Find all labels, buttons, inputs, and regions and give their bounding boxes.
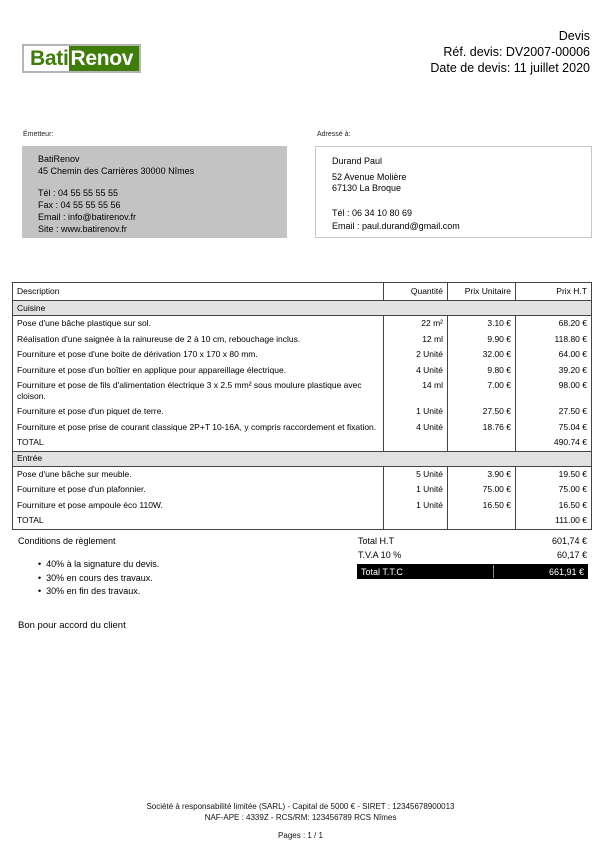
sender-label: Émetteur: [23, 131, 54, 138]
col-header-quantity: Quantité [384, 283, 448, 301]
recipient-tel: Tél : 06 34 10 80 69 [332, 207, 413, 218]
unit-price-cell: 27.50 € [448, 404, 516, 420]
total-cell: 75.00 € [516, 482, 592, 498]
desc-cell: Fourniture et pose d'un boîtier en applique pour appareillage électrique. [17, 364, 287, 375]
recipient-address1: 52 Avenue Molière [332, 171, 407, 182]
approval-note: Bon pour accord du client [18, 620, 126, 631]
payment-terms-list [18, 558, 159, 599]
unit-price-cell: 7.00 € [448, 378, 516, 404]
ttc-bar-divider [493, 565, 494, 578]
total-ht-row [357, 535, 588, 549]
items-table [12, 282, 592, 530]
total-cell: 490.74 € [516, 435, 592, 451]
item-row [13, 466, 592, 482]
qty-cell: 1 Unité [384, 498, 448, 514]
section-row [13, 451, 592, 466]
section-row [13, 301, 592, 316]
items-table-body [13, 301, 592, 530]
desc-cell: TOTAL [17, 515, 44, 525]
item-row [13, 316, 592, 332]
payment-term-text: 30% en cours des travaux. [46, 572, 153, 583]
total-cell: 68.20 € [516, 316, 592, 332]
qty-cell: 12 ml [384, 332, 448, 348]
col-header-description: Description [13, 283, 384, 301]
qty-cell: 22 m² [384, 316, 448, 332]
payment-term-text: 40% à la signature du devis. [46, 559, 160, 569]
payment-term-text: 30% en fin des travaux. [46, 586, 141, 596]
subtotal-row [13, 513, 592, 529]
qty-cell: 4 Unité [384, 420, 448, 436]
desc-cell: Fourniture et pose de fils d'alimentation électrique 3 x 2.5 mm² sous moulure plastique avec cloison. [17, 380, 362, 401]
legal-footer-line1: Société à responsabilité limitée (SARL) - Capital de 5000 € - SIRET : 12345678900013 [146, 802, 455, 811]
recipient-email: Email : paul.durand@gmail.com [332, 220, 460, 231]
total-ttc-label: Total T.T.C [361, 566, 403, 577]
sender-name: BatiRenov [38, 154, 80, 164]
document-reference: Réf. devis: DV2007-00006 [443, 45, 590, 59]
tva-label: T.V.A 10 % [358, 549, 402, 560]
unit-price-cell: 18.76 € [448, 420, 516, 436]
subtotal-row [13, 435, 592, 451]
total-cell: 98.00 € [516, 378, 592, 404]
sender-email: Email : info@batirenov.fr [38, 212, 137, 222]
document-title: Devis [558, 29, 590, 43]
recipient-contact-block [332, 207, 585, 233]
recipient-name: Durand Paul [332, 156, 383, 166]
payment-term-item [38, 572, 159, 586]
sender-site: Site : www.batirenov.fr [38, 224, 127, 234]
qty-cell: 4 Unité [384, 363, 448, 379]
total-cell: 16.50 € [516, 498, 592, 514]
logo-part-renov: Renov [69, 46, 139, 71]
total-cell: 118.80 € [516, 332, 592, 348]
item-row [13, 363, 592, 379]
item-row [13, 420, 592, 436]
desc-cell: Fourniture et pose d'une boite de dérivation 170 x 170 x 80 mm. [17, 349, 258, 359]
total-cell: 64.00 € [516, 347, 592, 363]
desc-cell: Fourniture et pose prise de courant classique 2P+T 10-16A, y compris raccordement et fixation. [17, 421, 377, 432]
item-row [13, 332, 592, 348]
payment-term-item [38, 558, 159, 572]
section-label: Cuisine [13, 301, 592, 316]
desc-cell: Fourniture et pose d'un plafonnier. [17, 484, 146, 494]
unit-price-cell: 75.00 € [448, 482, 516, 498]
qty-cell: 2 Unité [384, 347, 448, 363]
legal-footer-line2: NAF-APE : 4339Z - RCS/RM: 123456789 RCS Nîmes [204, 813, 397, 822]
tva-row [357, 549, 588, 563]
total-cell: 27.50 € [516, 404, 592, 420]
total-ht-label: Total H.T [358, 536, 395, 546]
desc-cell: Pose d'une bâche plastique sur sol. [17, 318, 151, 328]
desc-cell: Réalisation d'une saignée à la rainureuse de 2 à 10 cm, rebouchage inclus. [17, 333, 301, 344]
unit-price-cell: 9.90 € [448, 332, 516, 348]
payment-terms-title: Conditions de règlement [18, 536, 116, 546]
unit-price-cell [448, 513, 516, 529]
desc-cell: TOTAL [17, 437, 44, 447]
recipient-address-box [315, 146, 592, 238]
item-row [13, 498, 592, 514]
batirenov-logo [22, 44, 141, 73]
total-ttc-bar [357, 564, 588, 579]
section-label: Entrée [13, 451, 592, 466]
logo-part-bati: Bati [24, 46, 69, 71]
total-cell: 111.00 € [516, 513, 592, 529]
recipient-label: Adressé à: [317, 131, 351, 138]
qty-cell [384, 435, 448, 451]
unit-price-cell [448, 435, 516, 451]
payment-terms [18, 536, 159, 599]
item-row [13, 347, 592, 363]
qty-cell: 14 ml [384, 378, 448, 404]
unit-price-cell: 16.50 € [448, 498, 516, 514]
total-cell: 39.20 € [516, 363, 592, 379]
payment-term-item [38, 585, 159, 599]
legal-footer [0, 801, 601, 823]
desc-cell: Fourniture et pose d'un piquet de terre. [17, 406, 164, 416]
total-cell: 19.50 € [516, 466, 592, 482]
sender-fax: Fax : 04 55 55 55 56 [38, 200, 121, 210]
totals-block [357, 535, 588, 579]
page-counter: Pages : 1 / 1 [278, 831, 323, 840]
document-date: Date de devis: 11 juillet 2020 [430, 61, 590, 75]
total-ttc-value: 661,91 € [548, 566, 584, 577]
item-row [13, 482, 592, 498]
total-ht-value: 601,74 € [551, 536, 587, 546]
document-header [430, 28, 590, 76]
desc-cell: Pose d'une bâche sur meuble. [17, 468, 132, 479]
sender-address: 45 Chemin des Carrières 30000 Nîmes [38, 166, 195, 176]
table-header-row [13, 283, 592, 301]
unit-price-cell: 9.80 € [448, 363, 516, 379]
recipient-address2: 67130 La Broque [332, 183, 402, 193]
tva-value: 60,17 € [556, 549, 587, 560]
sender-contact-block [38, 187, 281, 235]
unit-price-cell: 32.00 € [448, 347, 516, 363]
qty-cell: 1 Unité [384, 404, 448, 420]
sender-tel: Tél : 04 55 55 55 55 [38, 188, 119, 198]
col-header-total: Prix H.T [516, 283, 592, 301]
qty-cell: 1 Unité [384, 482, 448, 498]
unit-price-cell: 3.90 € [448, 466, 516, 482]
unit-price-cell: 3.10 € [448, 316, 516, 332]
sender-address-box [22, 146, 287, 238]
col-header-unit-price: Prix Unitaire [448, 283, 516, 301]
item-row [13, 378, 592, 404]
desc-cell: Fourniture et pose ampoule éco 110W. [17, 499, 163, 510]
item-row [13, 404, 592, 420]
qty-cell: 5 Unité [384, 466, 448, 482]
qty-cell [384, 513, 448, 529]
total-cell: 75.04 € [516, 420, 592, 436]
